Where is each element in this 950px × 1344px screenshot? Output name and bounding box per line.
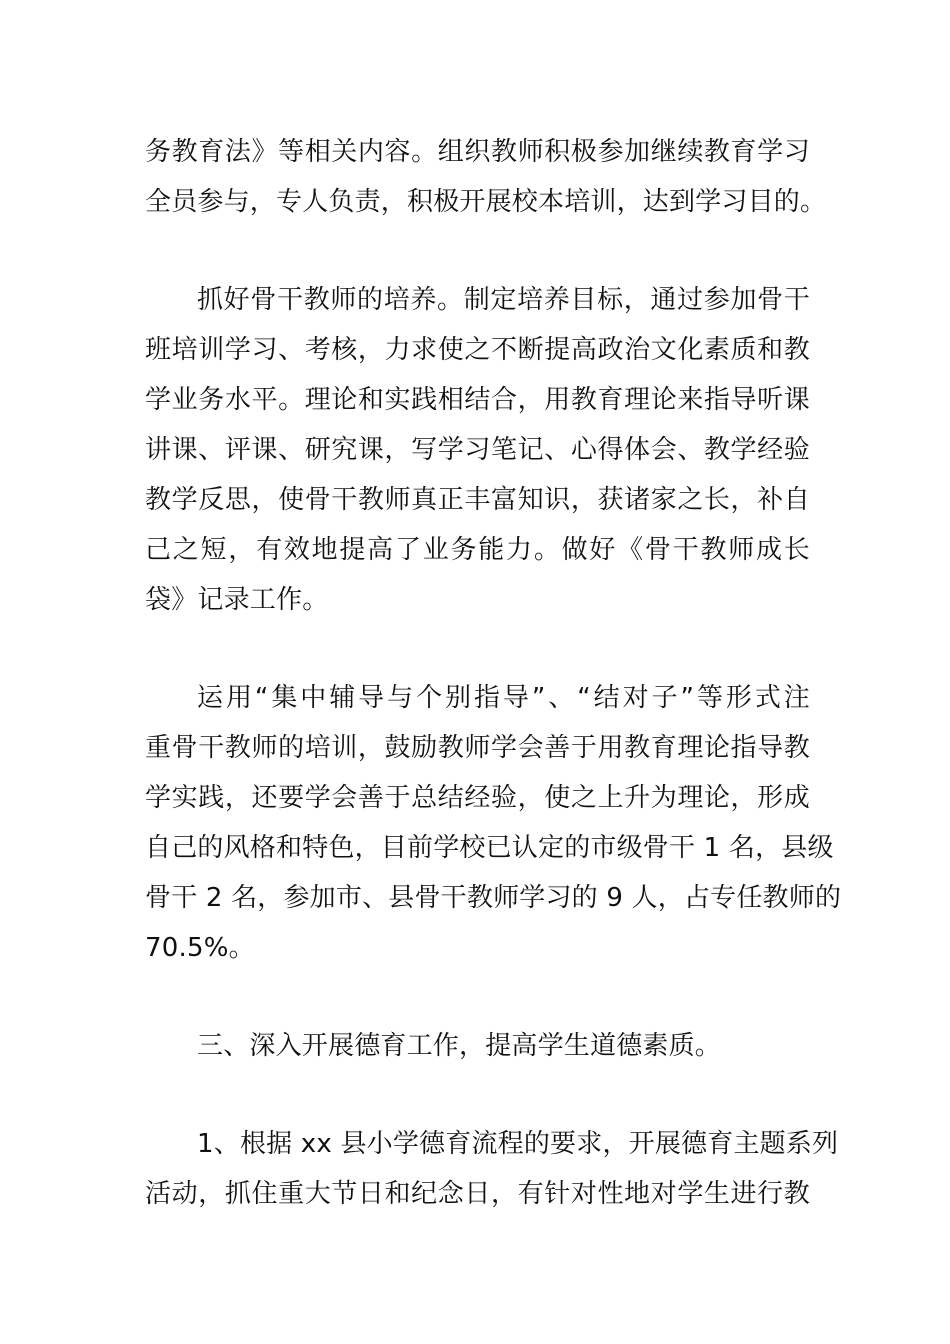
paragraph-line: 自己的风格和特色，目前学校已认定的市级骨干 1 名，县级: [145, 833, 834, 863]
paragraph-line: 全员参与，专人负责，积极开展校本培训，达到学习目的。: [145, 187, 827, 217]
paragraph-line: 袋》记录工作。: [145, 585, 329, 615]
section-heading: 三、深入开展德育工作，提高学生道德素质。: [197, 1031, 722, 1061]
paragraph-line: 班培训学习、考核，力求使之不断提高政治文化素质和教: [145, 335, 810, 365]
paragraph-line: 讲课、评课、研究课，写学习笔记、心得体会、教学经验: [145, 435, 810, 465]
paragraph-line: 抓好骨干教师的培养。制定培养目标，通过参加骨干: [197, 285, 810, 315]
paragraph-line: 1、根据 xx 县小学德育流程的要求，开展德育主题系列: [197, 1129, 839, 1159]
paragraph-line: 学实践，还要学会善于总结经验，使之上升为理论，形成: [145, 783, 810, 813]
paragraph-line: 学业务水平。理论和实践相结合，用教育理论来指导听课: [145, 385, 810, 415]
paragraph-line: 重骨干教师的培训，鼓励教师学会善于用教育理论指导教: [145, 733, 810, 763]
paragraph-line: 务教育法》等相关内容。组织教师积极参加继续教育学习: [145, 137, 810, 167]
paragraph-line: 活动，抓住重大节日和纪念日，有针对性地对学生进行教: [145, 1179, 810, 1209]
paragraph-line: 70.5%。: [145, 933, 255, 963]
paragraph-line: 己之短，有效地提高了业务能力。做好《骨干教师成长: [145, 535, 810, 565]
paragraph-line: 骨干 2 名，参加市、县骨干教师学习的 9 人，占专任教师的: [145, 883, 842, 913]
paragraph-line: 运用“集中辅导与个别指导”、“结对子”等形式注: [197, 683, 810, 713]
paragraph-line: 教学反思，使骨干教师真正丰富知识，获诸家之长，补自: [145, 485, 810, 515]
